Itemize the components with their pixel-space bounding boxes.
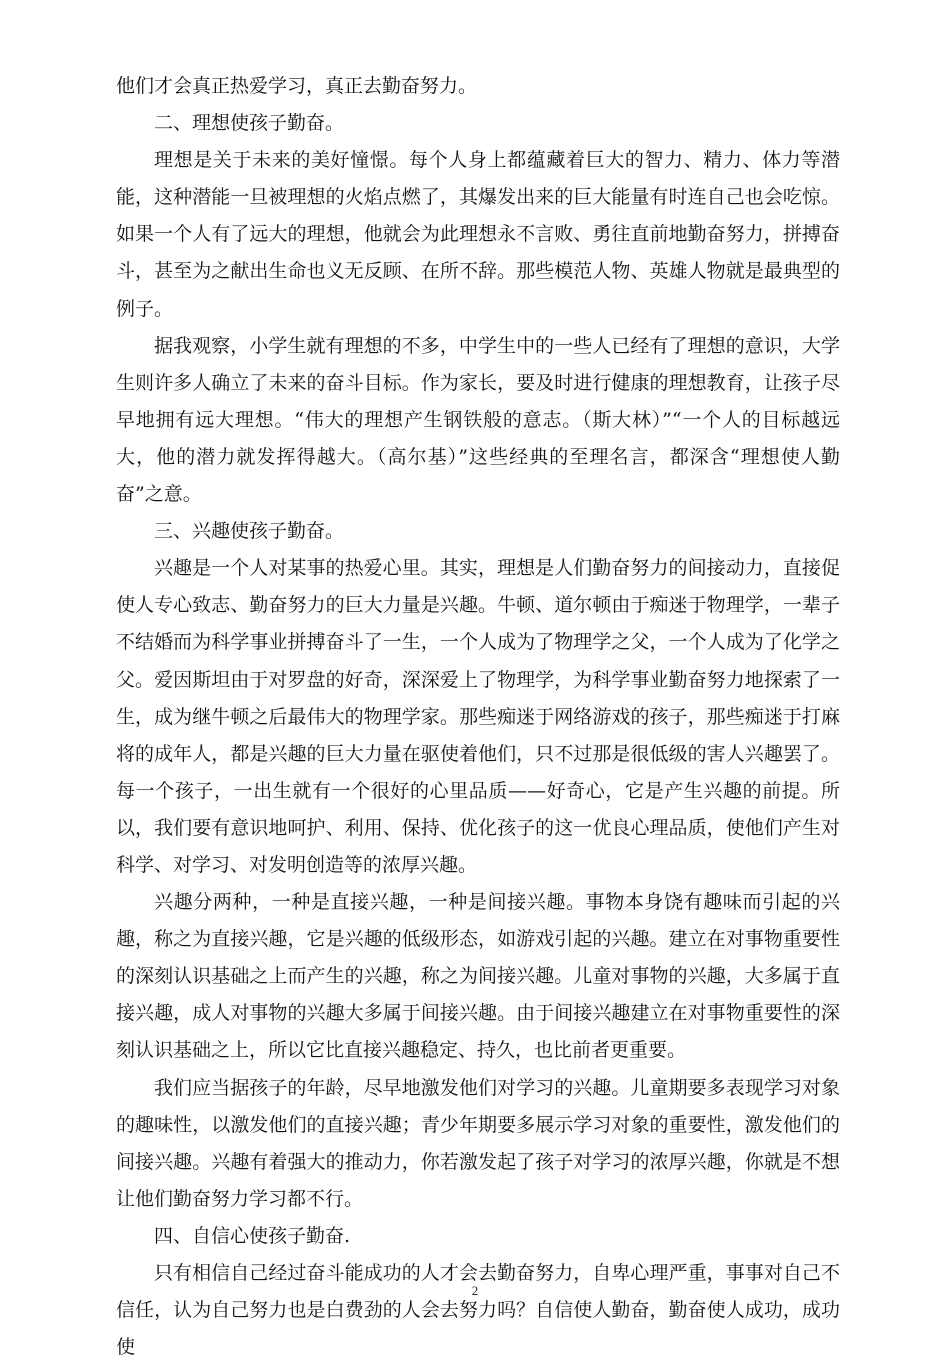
paragraph-continuation: 他们才会真正热爱学习，真正去勤奋努力。 (116, 75, 478, 97)
section-heading-interest: 三、兴趣使孩子勤奋。 (154, 520, 345, 543)
paragraph-interest-definition: 兴趣是一个人对某事的热爱心里。其实，理想是人们勤奋努力的间接动力，直接促使人专心致志、勤奋努力的巨大力量是兴趣。牛顿、道尔顿由于痴迷于物理学，一辈子不结婚而为科学事业拼搏奋斗了一生，一个人成为了物理学之父，一个人成为了化学之父。爱因斯坦由于对罗盘的好奇，深深爱上了物理学，为科学事业勤奋努力地探索了一生，成为继牛顿之后最伟大的物理学家。那些痴迷于网络游戏的孩子，那些痴迷于打麻将的成年人，都是兴趣的巨大力量在驱使着他们，只不过那是很低级的害人兴趣罢了。每一个孩子，一出生就有一个很好的心里品质——好奇心，它是产生兴趣的前提。所以，我们要有意识地呵护、利用、保持、优化孩子的这一优良心理品质，使他们产生对科学、对学习、对发明创造等的浓厚兴趣。 (116, 557, 840, 876)
section-heading-ideal: 二、理想使孩子勤奋。 (154, 112, 345, 135)
paragraph-interest-types: 兴趣分两种，一种是直接兴趣，一种是间接兴趣。事物本身饶有趣味而引起的兴趣，称之为直接兴趣，它是兴趣的低级形态，如游戏引起的兴趣。建立在对事物重要性的深刻认识基础之上而产生的兴趣，称之为间接兴趣。儿童对事物的兴趣，大多属于直接兴趣，成人对事物的兴趣大多属于间接兴趣。由于间接兴趣建立在对事物重要性的深刻认识基础之上，所以它比直接兴趣稳定、持久，也比前者更重要。 (116, 891, 840, 1062)
paragraph-ideal-definition: 理想是关于未来的美好憧憬。每个人身上都蕴藏着巨大的智力、精力、体力等潜能，这种潜能一旦被理想的火焰点燃了，其爆发出来的巨大能量有时连自己也会吃惊。如果一个人有了远大的理想，他就会为此理想永不言败、勇往直前地勤奋努力，拼搏奋斗，甚至为之献出生命也义无反顾、在所不辞。那些模范人物、英雄人物就是最典型的例子。 (116, 149, 840, 320)
paragraph-interest-age: 我们应当据孩子的年龄，尽早地激发他们对学习的兴趣。儿童期要多表现学习对象的趣味性，以激发他们的直接兴趣；青少年期要多展示学习对象的重要性，激发他们的间接兴趣。兴趣有着强大的推动力，你若激发起了孩子对学习的浓厚兴趣，你就是不想让他们勤奋努力学习都不行。 (116, 1076, 840, 1210)
paragraph-ideal-observation: 据我观察，小学生就有理想的不多，中学生中的一些人已经有了理想的意识，大学生则许多人确立了未来的奋斗目标。作为家长，要及时进行健康的理想教育，让孩子尽早地拥有远大理想。“伟大的理想产生钢铁般的意志。（斯大林）”“一个人的目标越远大，他的潜力就发挥得越大。（高尔基）”这些经典的至理名言，都深含“理想使人勤奋”之意。 (116, 334, 840, 506)
page-number: 2 (471, 1283, 479, 1298)
paragraph-confidence: 只有相信自己经过奋斗能成功的人才会去勤奋努力，自卑心理严重，事事对自己不信任，认为自己努力也是白费劲的人会去努力吗？自信使人勤奋，勤奋使人成功，成功使 (116, 1262, 840, 1359)
section-heading-confidence: 四、自信心使孩子勤奋. (154, 1224, 351, 1247)
body-text (116, 68, 840, 1366)
